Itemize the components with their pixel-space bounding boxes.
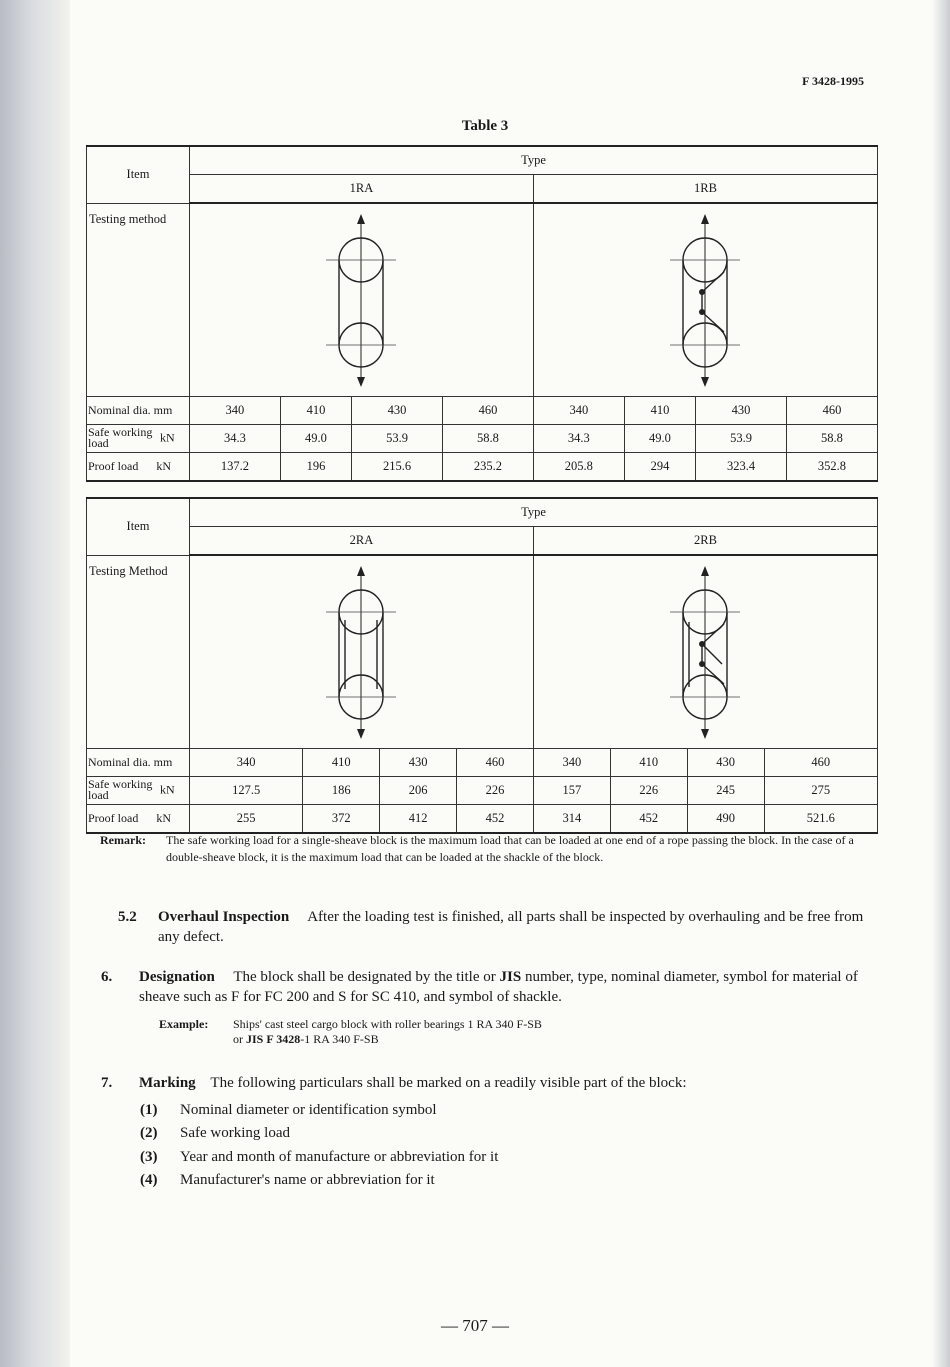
- cell: 53.9: [352, 424, 443, 452]
- cell: 323.4: [696, 452, 787, 481]
- type-header: Type: [190, 146, 878, 175]
- double-sheave-rope-diagram-2rb: [650, 562, 760, 742]
- row-label-safe-working-load: Safe working load kN: [87, 776, 190, 804]
- cell: 352.8: [786, 452, 877, 481]
- cell: 34.3: [190, 424, 281, 452]
- cell: 490: [687, 804, 764, 833]
- row-label-nominal-dia: Nominal dia. mm: [87, 396, 190, 424]
- cell: 340: [190, 748, 303, 776]
- remark-text: The safe working load for a single-sheave block is the maximum load that can be loaded at one end of a rope passing the block. In the case of a double-sheave block, it is the maximum load that can be loaded at the shackle of the block.: [166, 833, 854, 864]
- table-row: [87, 748, 878, 776]
- cell: 372: [303, 804, 380, 833]
- testing-method-label: Testing method: [87, 203, 190, 396]
- cell: 521.6: [764, 804, 878, 833]
- cell: 206: [380, 776, 457, 804]
- cell: 430: [352, 396, 443, 424]
- cell: 430: [696, 396, 787, 424]
- cell: 215.6: [352, 452, 443, 481]
- table-row: [87, 776, 878, 804]
- cell: 452: [610, 804, 687, 833]
- section-6: [101, 967, 871, 1007]
- item-header: Item: [87, 498, 190, 555]
- cell: 314: [533, 804, 610, 833]
- diagram-1ra-cell: [190, 203, 534, 396]
- page-edge-shadow: [932, 0, 950, 1367]
- list-item: (1) Nominal diameter or identification symbol: [140, 1102, 437, 1118]
- single-sheave-rope-diagram-1rb: [650, 210, 760, 390]
- cell: 412: [380, 804, 457, 833]
- cell: 226: [457, 776, 534, 804]
- single-sheave-rope-diagram-1ra: [306, 210, 416, 390]
- section-title: Overhaul Inspection: [158, 909, 290, 925]
- section-text: number, type, nominal diameter, symbol for material of sheave such as F for FC 200 and S for SC 410, and symbol of shackle.: [139, 969, 858, 1005]
- cell: 460: [457, 748, 534, 776]
- diagram-1rb-cell: [533, 203, 877, 396]
- designation-example: [159, 1017, 542, 1047]
- type-header: Type: [190, 498, 878, 527]
- cell: 235.2: [442, 452, 533, 481]
- cell: 430: [687, 748, 764, 776]
- table-row: [87, 424, 878, 452]
- cell: 430: [380, 748, 457, 776]
- section-text: The block shall be designated by the title or: [233, 969, 496, 985]
- row-label-nominal-dia: Nominal dia. mm: [87, 748, 190, 776]
- cell: 340: [190, 396, 281, 424]
- table-caption: Table 3: [461, 118, 509, 134]
- example-label: Example:: [159, 1017, 209, 1031]
- cell: 58.8: [786, 424, 877, 452]
- row-label-proof-load: Proof load kN: [87, 452, 190, 481]
- remark-label: Remark:: [100, 833, 146, 847]
- cell: 410: [610, 748, 687, 776]
- jis-label: JIS: [499, 969, 522, 985]
- cell: 452: [457, 804, 534, 833]
- diagram-2ra-cell: [190, 555, 534, 748]
- cell: 460: [786, 396, 877, 424]
- page-number: — 707 —: [441, 1316, 509, 1335]
- table-double-sheave: [86, 497, 878, 834]
- diagram-2rb-cell: [533, 555, 877, 748]
- document-number: F 3428-1995: [802, 74, 864, 88]
- row-label-proof-load: Proof load kN: [87, 804, 190, 833]
- page-gutter-shadow: [0, 0, 70, 1367]
- cell: 245: [687, 776, 764, 804]
- cell: 186: [303, 776, 380, 804]
- double-sheave-rope-diagram-2ra: [306, 562, 416, 742]
- list-item: (2) Safe working load: [140, 1125, 290, 1142]
- section-title: Marking: [139, 1075, 196, 1091]
- table-row: [87, 396, 878, 424]
- section-number: 7.: [101, 1075, 113, 1091]
- cell: 53.9: [696, 424, 787, 452]
- cell: 340: [533, 396, 624, 424]
- table-row: [87, 452, 878, 481]
- cell: 410: [303, 748, 380, 776]
- section-text: After the loading test is finished, all parts shall be inspected by overhauling and be free from any defect.: [158, 909, 864, 945]
- cell: 275: [764, 776, 878, 804]
- example-line-1: Ships' cast steel cargo block with roller bearings 1 RA 340 F-SB: [233, 1017, 542, 1031]
- section-number: 6.: [101, 969, 113, 985]
- cell: 137.2: [190, 452, 281, 481]
- cell: 340: [533, 748, 610, 776]
- table-row: [87, 804, 878, 833]
- section-number: 5.2: [118, 909, 137, 925]
- cell: 410: [624, 396, 695, 424]
- section-title: Designation: [139, 969, 215, 985]
- cell: 157: [533, 776, 610, 804]
- cell: 460: [442, 396, 533, 424]
- cell: 49.0: [280, 424, 351, 452]
- cell: 196: [280, 452, 351, 481]
- type-1ra-header: 1RA: [190, 175, 534, 204]
- list-item: (3) Year and month of manufacture or abbreviation for it: [140, 1148, 499, 1165]
- example-line-2: or JIS F 3428-1 RA 340 F-SB: [233, 1032, 379, 1046]
- cell: 460: [764, 748, 878, 776]
- cell: 410: [280, 396, 351, 424]
- testing-method-label: Testing Method: [87, 555, 190, 748]
- section-text: The following particulars shall be marked on a readily visible part of the block:: [210, 1075, 687, 1091]
- list-item: (4) Manufacturer's name or abbreviation for it: [140, 1171, 435, 1188]
- cell: 127.5: [190, 776, 303, 804]
- section-5-2: [118, 907, 868, 947]
- type-1rb-header: 1RB: [533, 175, 877, 204]
- table-remark: [100, 832, 880, 866]
- cell: 255: [190, 804, 303, 833]
- table-single-sheave: [86, 145, 878, 482]
- item-header: Item: [87, 146, 190, 203]
- row-label-safe-working-load: Safe working load kN: [87, 424, 190, 452]
- type-2rb-header: 2RB: [533, 527, 877, 556]
- cell: 58.8: [442, 424, 533, 452]
- cell: 49.0: [624, 424, 695, 452]
- type-2ra-header: 2RA: [190, 527, 534, 556]
- cell: 226: [610, 776, 687, 804]
- cell: 34.3: [533, 424, 624, 452]
- cell: 205.8: [533, 452, 624, 481]
- section-7: [101, 1073, 871, 1093]
- marking-list: [140, 1099, 840, 1192]
- cell: 294: [624, 452, 695, 481]
